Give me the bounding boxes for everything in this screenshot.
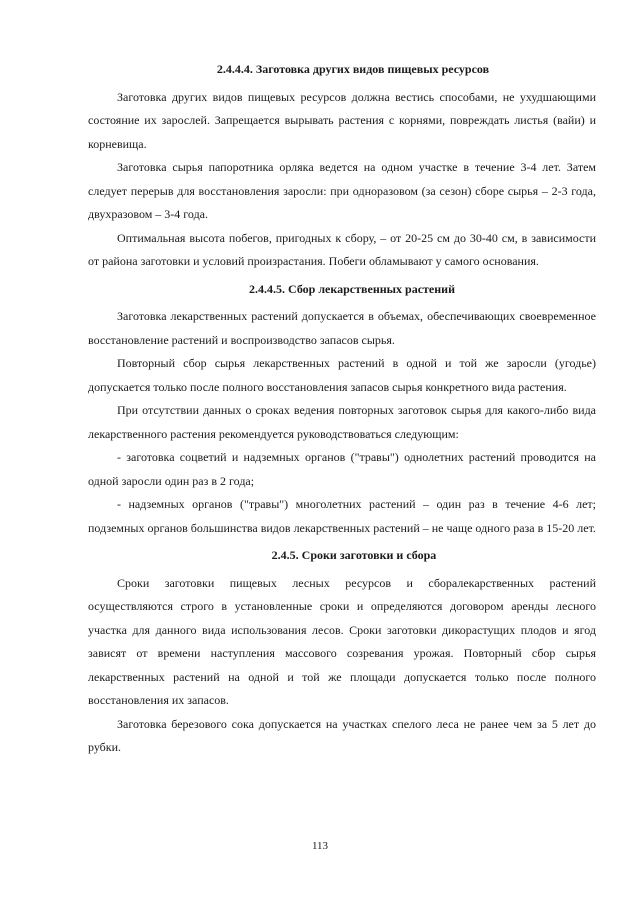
list-item: - надземных органов ("травы") многолетних растений – один раз в течение 4-6 лет; подземных органов большинства видов лекарственных растений – не чаще одного раза в 15-20 лет.	[88, 497, 596, 535]
section-heading: 2.4.4.5. Сбор лекарственных растений	[249, 281, 455, 296]
paragraph: Повторный сбор сырья лекарственных растений в одной и той же заросли (угодье) допускается только после полного восстановления запасов сырья конкретного вида растения.	[88, 356, 596, 394]
paragraph: Заготовка сырья папоротника орляка ведется на одном участке в течение 3-4 лет. Затем следует перерыв для восстановления заросли: при одноразовом (за сезон) сборе сырья – 2-3 года, двухразовом – 3-4 года.	[88, 160, 596, 221]
paragraph: При отсутствии данных о сроках ведения повторных заготовок сырья для какого-либо вида лекарственного растения рекомендуется руководствоваться следующим:	[88, 403, 596, 441]
page-number: 113	[311, 840, 329, 852]
list-item: - заготовка соцветий и надземных органов ("травы") однолетних растений проводится на одной заросли один раз в 2 года;	[88, 450, 596, 488]
section-heading: 2.4.5. Сроки заготовки и сбора	[271, 548, 437, 562]
document-page	[88, 58, 596, 760]
paragraph: Сроки заготовки пищевых лесных ресурсов и сборалекарственных растений осуществляются строго в установленные сроки и определяются договором аренды лесного участка для данного вида использования лесов. Сроки заготовки дикорастущих плодов и ягод зависят от времени наступления массового созревания урожая. Повторный сбор сырья лекарственных растений на одной и той же площади допускается только после полного восстановления их запасов.	[88, 575, 596, 707]
paragraph: Заготовка лекарственных растений допускается в объемах, обеспечивающих своевременное восстановление растений и воспроизводство запасов сырья.	[88, 309, 596, 347]
paragraph: Заготовка других видов пищевых ресурсов должна вестись способами, не ухудшающими состояние их зарослей. Запрещается вырывать растения с корнями, повреждать листья (вайи) и корневища.	[88, 89, 596, 151]
section-heading: 2.4.4.4. Заготовка других видов пищевых ресурсов	[216, 62, 490, 76]
paragraph: Заготовка березового сока допускается на участках спелого леса не ранее чем за 5 лет до рубки.	[88, 716, 596, 754]
paragraph: Оптимальная высота побегов, пригодных к сбору, – от 20-25 см до 30-40 см, в зависимости от района заготовки и условий произрастания. Побеги обламывают у самого основания.	[88, 230, 596, 268]
